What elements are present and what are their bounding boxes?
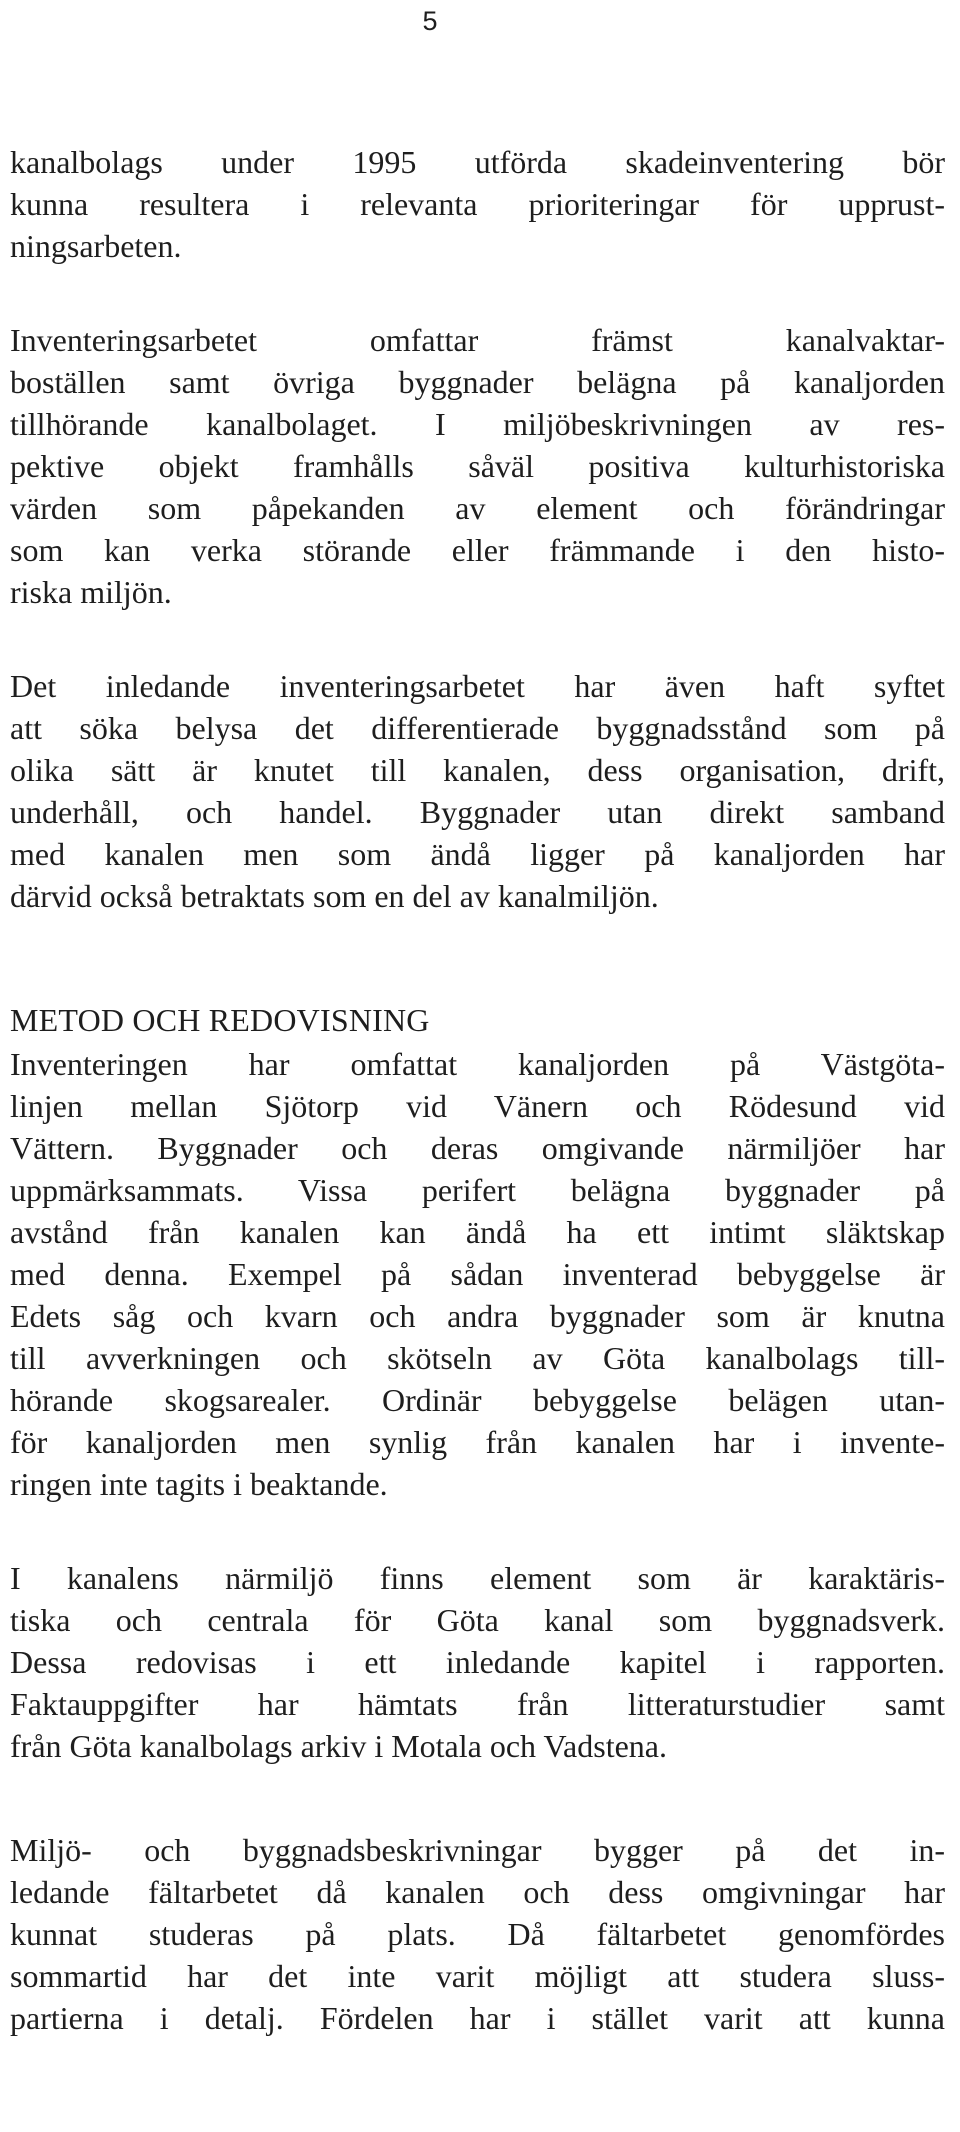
text-line: Inventeringen har omfattat kanaljorden på Västgöta- [10,1046,945,1082]
text-line: Dessa redovisas i ett inledande kapitel i rapporten. [10,1644,945,1680]
text-line: som kan verka störande eller främmande i den histo- [10,532,945,568]
text-line: pektive objekt framhålls såväl positiva kulturhistoriska [10,448,945,484]
text-line: tiska och centrala för Göta kanal som byggnadsverk. [10,1602,945,1638]
text-line: kunna resultera i relevanta prioriteringar för upprust- [10,186,945,222]
text-line: från Göta kanalbolags arkiv i Motala och Vadstena. [10,1728,667,1764]
text-line: boställen samt övriga byggnader belägna på kanaljorden [10,364,945,400]
text-line: för kanaljorden men synlig från kanalen har i invente- [10,1424,945,1460]
text-line: med kanalen men som ändå ligger på kanaljorden har [10,836,945,872]
text-line: Det inledande inventeringsarbetet har även haft syftet [10,668,945,704]
text-line: uppmärksammats. Vissa perifert belägna byggnader på [10,1172,945,1208]
text-line: sommartid har det inte varit möjligt att studera sluss- [10,1958,945,1994]
text-line: ringen inte tagits i beaktande. [10,1466,388,1502]
section-heading: METOD OCH REDOVISNING [10,1002,430,1038]
text-line: tillhörande kanalbolaget. I miljöbeskrivningen av res- [10,406,945,442]
text-line: värden som påpekanden av element och förändringar [10,490,945,526]
text-line: därvid också betraktats som en del av kanalmiljön. [10,878,659,914]
text-line: Inventeringsarbetet omfattar främst kanalvaktar- [10,322,945,358]
text-line: ledande fältarbetet då kanalen och dess omgivningar har [10,1874,945,1910]
text-line: olika sätt är knutet till kanalen, dess organisation, drift, [10,752,945,788]
text-line: underhåll, och handel. Byggnader utan direkt samband [10,794,945,830]
page-number: 5 [422,6,438,36]
text-line: Miljö- och byggnadsbeskrivningar bygger på det in- [10,1832,945,1868]
text-line: kunnat studeras på plats. Då fältarbetet genomfördes [10,1916,945,1952]
text-line: att söka belysa det differentierade byggnadsstånd som på [10,710,945,746]
text-line: linjen mellan Sjötorp vid Vänern och Rödesund vid [10,1088,945,1124]
text-line: I kanalens närmiljö finns element som är karaktäris- [10,1560,945,1596]
text-line: Edets såg och kvarn och andra byggnader som är knutna [10,1298,945,1334]
text-line: till avverkningen och skötseln av Göta kanalbolags till- [10,1340,945,1376]
text-line: partierna i detalj. Fördelen har i stället varit att kunna [10,2000,945,2036]
text-line: avstånd från kanalen kan ändå ha ett intimt släktskap [10,1214,945,1250]
text-line: kanalbolags under 1995 utförda skadeinventering bör [10,144,945,180]
text-line: med denna. Exempel på sådan inventerad bebyggelse är [10,1256,945,1292]
text-line: riska miljön. [10,574,172,610]
text-line: Vättern. Byggnader och deras omgivande närmiljöer har [10,1130,945,1166]
text-line: Faktauppgifter har hämtats från litteraturstudier samt [10,1686,945,1722]
text-line: hörande skogsarealer. Ordinär bebyggelse belägen utan- [10,1382,945,1418]
text-line: ningsarbeten. [10,228,182,264]
